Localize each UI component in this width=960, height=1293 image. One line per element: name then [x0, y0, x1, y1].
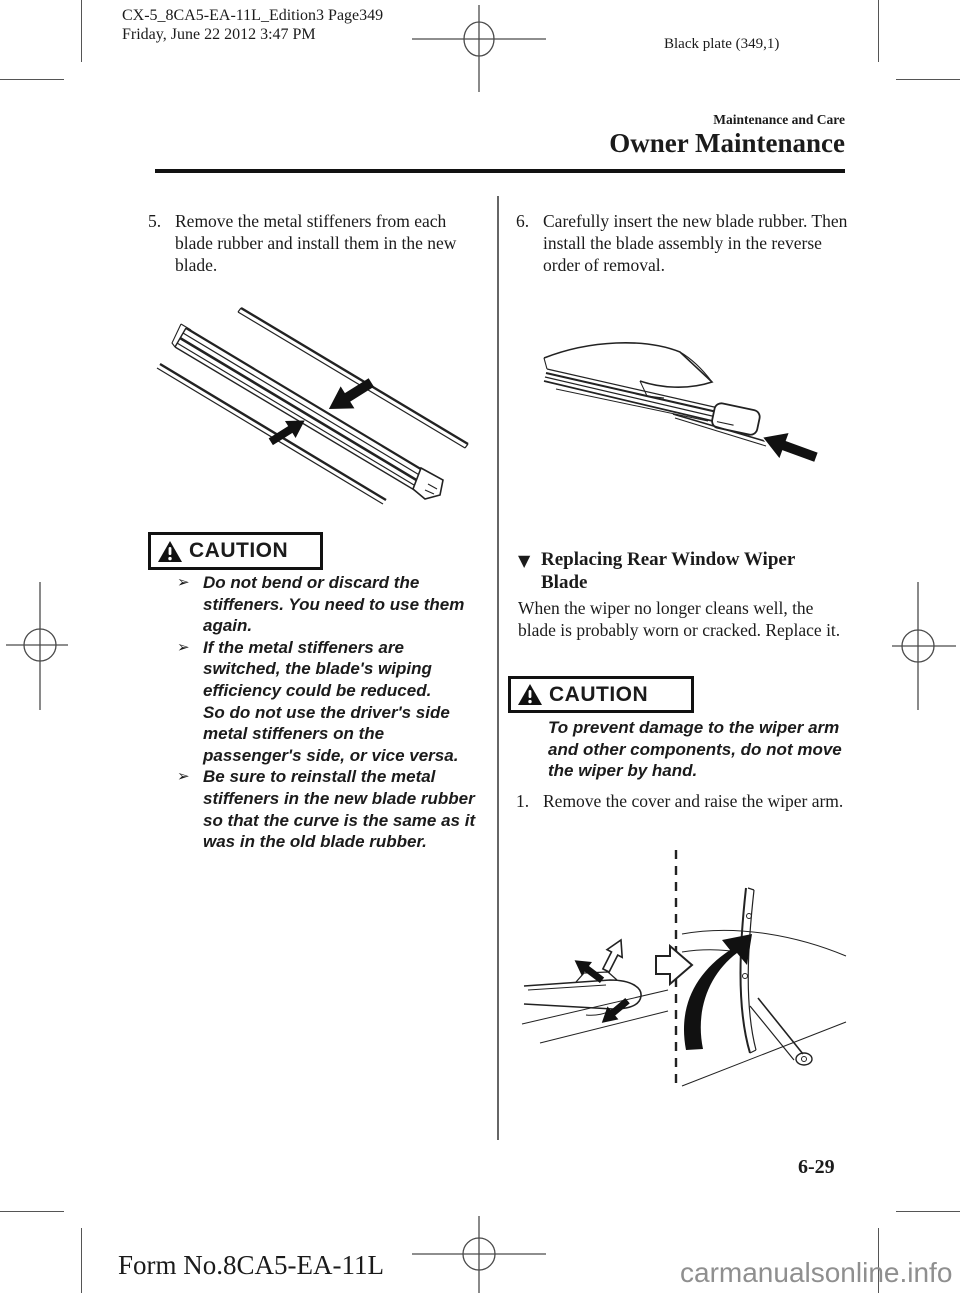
- crop-mark: [81, 1228, 82, 1293]
- registration-mark-icon: [890, 580, 960, 712]
- header-rule: [155, 169, 845, 173]
- list-item-text: If the metal stiffeners are switched, the blade's wiping efficiency could be reduced.: [203, 637, 432, 700]
- arrow-icon: [757, 424, 821, 471]
- page-title: Owner Maintenance: [609, 128, 845, 158]
- list-item-text: Do not bend or discard the stiffeners. You need to use them again.: [203, 573, 465, 636]
- step-text: Carefully insert the new blade rubber. Then install the blade assembly in the reverse order of removal.: [543, 211, 848, 275]
- step-text: Remove the metal stiffeners from each blade rubber and install them in the new blade.: [175, 211, 457, 275]
- chapter-category: Maintenance and Care: [713, 112, 845, 127]
- section-marker-icon: ▼: [518, 551, 531, 570]
- crop-mark: [896, 79, 960, 80]
- caution-list: [176, 572, 479, 853]
- step-6: [516, 210, 848, 276]
- section-header: [518, 548, 809, 594]
- chapter-header: [609, 112, 845, 158]
- arrow-icon: [598, 936, 629, 974]
- arrow-bullet-icon: ➢: [177, 637, 190, 656]
- registration-mark-icon: [412, 0, 546, 100]
- crop-mark: [878, 0, 879, 62]
- list-item: [176, 637, 479, 767]
- registration-mark-icon: [412, 1214, 546, 1293]
- document-id: CX-5_8CA5-EA-11L_Edition3 Page349: [122, 7, 384, 24]
- registration-mark-icon: [6, 580, 76, 712]
- caution-box: [148, 532, 323, 570]
- print-header: [122, 6, 383, 44]
- watermark: carmanualsonline.info: [680, 1257, 953, 1288]
- step-1: [516, 790, 848, 812]
- caution-box: [508, 676, 694, 713]
- list-item: [176, 572, 479, 637]
- crop-mark: [0, 79, 64, 80]
- page-number: 6-29: [798, 1156, 835, 1178]
- list-item-text: So do not use the driver's side metal stiffeners on the passenger's side, or vice versa.: [203, 702, 459, 765]
- crop-mark: [81, 0, 82, 62]
- plate-note: Black plate (349,1): [664, 36, 780, 52]
- list-item: [176, 766, 479, 852]
- step-number: 1.: [516, 791, 530, 811]
- column-divider: [497, 196, 499, 1140]
- section-title: Replacing Rear Window Wiper Blade: [541, 549, 795, 593]
- step-number: 5.: [148, 211, 162, 231]
- illustration-blade-stiffeners: [150, 298, 470, 526]
- arrow-bullet-icon: ➢: [177, 573, 190, 591]
- step-text: Remove the cover and raise the wiper arm.: [543, 791, 844, 811]
- crop-mark: [0, 1211, 64, 1212]
- caution-text: To prevent damage to the wiper arm and other components, do not move the wiper by hand.: [548, 718, 842, 781]
- warning-triangle-icon: [517, 683, 543, 706]
- crop-mark: [896, 1211, 960, 1212]
- step-5: [148, 210, 464, 276]
- list-item-text: Be sure to reinstall the metal stiffeners in the new blade rubber so that the curve is the same as it was in the old blade rubber.: [203, 767, 476, 852]
- print-timestamp: Friday, June 22 2012 3:47 PM: [122, 26, 316, 43]
- arrow-bullet-icon: ➢: [177, 767, 190, 786]
- illustration-rear-wiper: [518, 846, 848, 1094]
- illustration-insert-blade: [540, 328, 850, 480]
- step-number: 6.: [516, 211, 530, 231]
- caution-label: CAUTION: [549, 682, 649, 706]
- warning-triangle-icon: [157, 540, 183, 563]
- form-number: Form No.8CA5-EA-11L: [118, 1250, 384, 1280]
- intro-paragraph: When the wiper no longer cleans well, the blade is probably worn or cracked. Replace it.: [518, 598, 841, 640]
- caution-label: CAUTION: [189, 539, 289, 562]
